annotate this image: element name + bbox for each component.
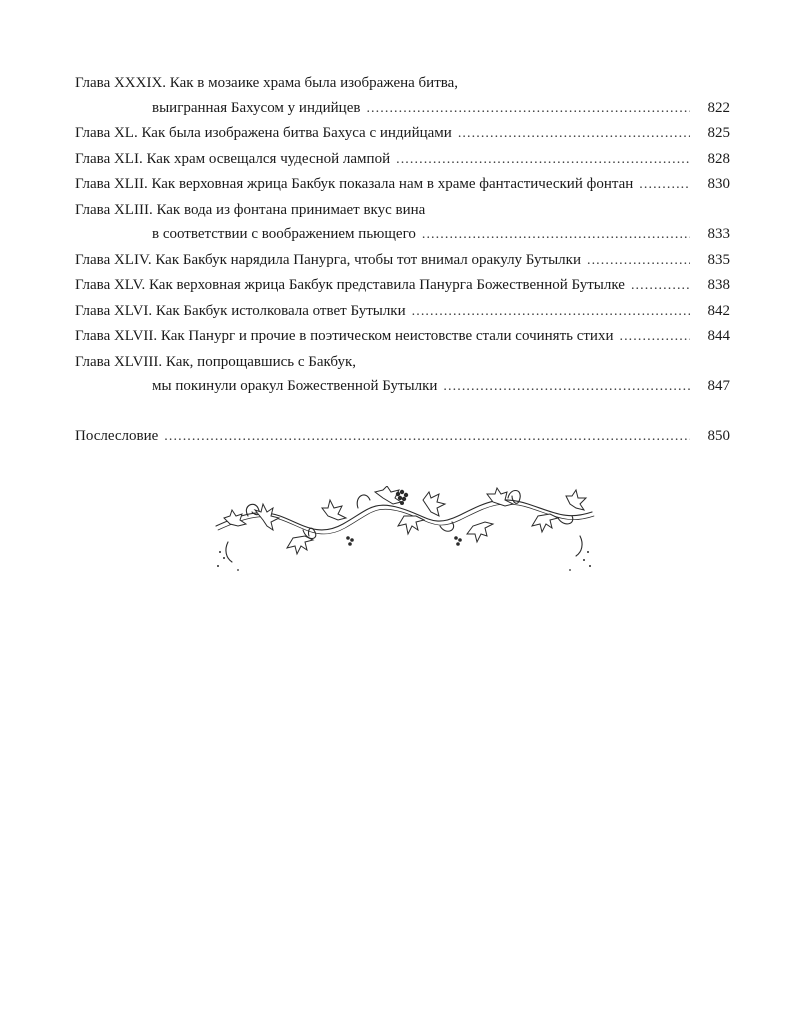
dot-leader <box>587 248 690 274</box>
toc-entry-title-continuation: мы покинули оракул Божественной Бутылки <box>152 378 438 394</box>
toc-entry-title: Глава XLVIII. Как, попрощавшись с Бакбук, <box>75 353 357 370</box>
toc-entry <box>75 172 730 198</box>
toc-entry <box>75 147 730 173</box>
toc-entry-title-continuation: выигранная Бахусом у индийцев <box>152 99 361 116</box>
toc-page-number: 847 <box>707 378 730 394</box>
toc-entry-title-continuation: в соответствии с воображением пьющего <box>152 226 416 242</box>
toc-page-number: 844 <box>707 328 730 344</box>
toc-entry-title: Глава XXXIX. Как в мозаике храма была изображена битва, <box>75 75 459 91</box>
dot-leader <box>164 424 690 450</box>
toc-entry-afterword <box>75 424 730 450</box>
toc-entry-title: Глава XLIII. Как вода из фонтана принимает вкус вина <box>75 201 426 218</box>
toc-entry-title: Глава XLV. Как верховная жрица Бакбук представила Панурга Божественной Бутылке <box>75 277 625 293</box>
table-of-contents <box>75 71 730 449</box>
toc-entry <box>75 198 730 248</box>
toc-entry-title: Глава XLVII. Как Панург и прочие в поэтическом неистовстве стали сочинять стихи <box>75 328 614 344</box>
toc-entry <box>75 273 730 299</box>
toc-entry <box>75 71 730 121</box>
toc-entry-title: Глава XLVI. Как Бакбук истолковала ответ Бутылки <box>75 302 406 319</box>
toc-page-number: 835 <box>707 251 730 268</box>
toc-page-number: 825 <box>707 125 730 141</box>
dot-leader <box>619 324 690 350</box>
dot-leader <box>639 172 690 198</box>
toc-entry-title: Глава XLI. Как храм освещался чудесной лампой <box>75 150 391 167</box>
toc-entry-title: Глава XLIV. Как Бакбук нарядила Панурга, чтобы тот внимал оракулу Бутылки <box>75 251 581 268</box>
toc-entry <box>75 324 730 350</box>
dot-leader <box>366 96 690 122</box>
toc-page-number: 838 <box>707 277 730 293</box>
toc-entry <box>75 350 730 400</box>
toc-entry <box>75 299 730 325</box>
afterword-title: Послесловие <box>75 427 159 444</box>
section-spacer <box>75 400 730 424</box>
dot-leader <box>396 147 690 173</box>
toc-page-number: 850 <box>707 427 730 444</box>
toc-page-number: 828 <box>707 150 730 167</box>
dot-leader <box>443 374 690 400</box>
toc-entry-title: Глава XL. Как была изображена битва Бахуса с индийцами <box>75 125 452 141</box>
dot-leader <box>458 121 690 147</box>
dot-leader <box>412 299 690 325</box>
toc-entry <box>75 121 730 147</box>
toc-page-number: 833 <box>707 226 730 242</box>
grapevine-ornament-icon <box>208 486 600 576</box>
toc-entry-title: Глава XLII. Как верховная жрица Бакбук показала нам в храме фантастический фонтан <box>75 176 634 192</box>
toc-page-number: 822 <box>707 99 730 116</box>
toc-page-number: 842 <box>707 302 730 319</box>
dot-leader <box>422 222 690 248</box>
toc-page-number: 830 <box>707 176 730 192</box>
dot-leader <box>631 273 690 299</box>
toc-entry <box>75 248 730 274</box>
